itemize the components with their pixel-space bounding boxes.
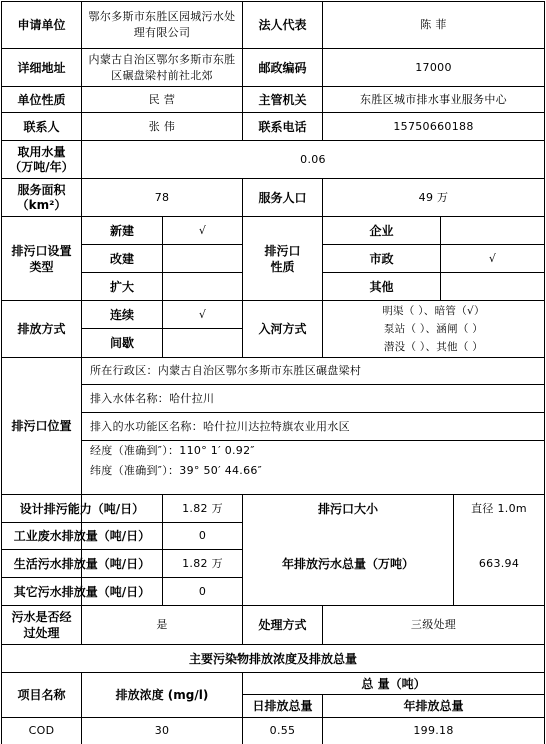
treatment-method-label: 处理方式 [258, 618, 307, 632]
outlet-nature-label [243, 217, 322, 300]
river-entry-label: 入河方式 [258, 322, 307, 336]
annual-total-label: 年排放污水总量（万吨） [281, 557, 414, 571]
industrial-volume-label: 工业废水排放量（吨/日） [13, 529, 151, 543]
municipal-label: 市政 [369, 251, 394, 266]
treatment-method-value: 三级处理 [410, 618, 457, 631]
authority-label: 主管机关 [258, 92, 307, 107]
service-area-label [2, 179, 81, 216]
address-label: 详细地址 [17, 60, 66, 75]
function-zone-name: 排入的水功能区名称：哈什拉川达拉特旗农业用水区 [90, 419, 350, 433]
outlet-nature-label-line2: 性质 [270, 259, 295, 274]
service-area-label-line1: 服务面积 [17, 182, 66, 197]
river-entry-options [323, 301, 544, 357]
legal-rep-label: 法人代表 [258, 18, 307, 32]
pollutant-name: COD [28, 724, 55, 737]
pollutant-annual-total: 199.18 [413, 724, 454, 737]
applicant-label: 申请单位 [17, 18, 66, 32]
design-capacity-value: 1.82 万 [182, 501, 223, 515]
contact-value: 张 伟 [148, 119, 176, 133]
water-intake-value: 0.06 [300, 152, 326, 166]
item-name-header: 项目名称 [17, 688, 66, 702]
postcode-label: 邮政编码 [258, 60, 307, 75]
service-area-label-line2: （km²） [16, 197, 67, 212]
municipal-check: √ [488, 251, 497, 265]
rebuild-label: 改建 [109, 251, 134, 266]
new-build-check: √ [198, 223, 207, 237]
river-entry-option-3: 潜没（ ）、其他（ ） [383, 341, 484, 353]
admin-region: 所在行政区：内蒙古自治区鄂尔多斯市东胜区碾盘梁村 [90, 364, 362, 377]
service-area-value: 78 [154, 190, 170, 204]
longitude: 经度（准确到″）：110° 1′ 0.92″ [90, 444, 255, 457]
unit-nature-value: 民 营 [148, 92, 176, 106]
other-nature-label: 其他 [369, 279, 394, 294]
other-volume-label: 其它污水排放量（吨/日） [13, 584, 151, 599]
river-entry-option-1: 明渠（ ）、暗管（√） [382, 305, 485, 317]
postcode-value: 17000 [415, 60, 452, 74]
domestic-volume-value: 1.82 万 [182, 556, 223, 570]
water-intake-label [2, 141, 81, 178]
outlet-type-label-line2: 类型 [29, 259, 54, 274]
outlet-location-label: 排污口位置 [11, 419, 72, 433]
domestic-volume-label: 生活污水排放量（吨/日） [13, 556, 151, 571]
continuous-check: √ [198, 307, 207, 321]
pollutants-title: 主要污染物排放浓度及排放总量 [188, 651, 357, 666]
design-capacity-label: 设计排污能力（吨/日） [19, 501, 145, 516]
legal-rep-value: 陈 菲 [420, 18, 447, 31]
river-entry-option-2: 泵站（ ）、涵闸（ ） [383, 323, 484, 335]
outlet-type-label [2, 217, 81, 300]
enterprise-label: 企业 [369, 223, 394, 238]
outlet-type-label-line1: 排污口设置 [11, 243, 72, 258]
outlet-nature-label-line1: 排污口 [264, 243, 301, 258]
address-value: 内蒙古自治区鄂尔多斯市东胜区碾盘梁村前社北郊 [88, 52, 236, 82]
industrial-volume-value: 0 [198, 529, 207, 542]
population-value: 49 万 [418, 190, 449, 204]
pollutant-daily-total: 0.55 [269, 724, 296, 737]
coordinates [82, 441, 544, 494]
expand-label: 扩大 [109, 279, 134, 294]
total-header: 总 量（吨） [361, 676, 426, 691]
water-intake-label-line2: （万吨/年） [9, 159, 74, 174]
new-build-label: 新建 [109, 223, 134, 238]
treated-value: 是 [156, 618, 168, 631]
phone-label: 联系电话 [258, 119, 307, 134]
continuous-label: 连续 [109, 307, 134, 322]
annual-total-header: 年排放总量 [403, 699, 464, 713]
outlet-size-label: 排污口大小 [317, 501, 378, 516]
discharge-mode-label: 排放方式 [17, 322, 66, 336]
unit-nature-label: 单位性质 [17, 92, 66, 107]
intermittent-label: 间歇 [109, 336, 134, 350]
latitude: 纬度（准确到″）：39° 50′ 44.66″ [90, 464, 263, 477]
treated-label [2, 606, 81, 644]
treated-label-line1: 污水是否经 [11, 610, 72, 624]
pollutant-concentration: 30 [154, 724, 170, 737]
water-intake-label-line1: 取用水量 [17, 144, 66, 159]
annual-total-value: 663.94 [478, 557, 520, 570]
treated-label-line2: 过处理 [23, 626, 60, 640]
other-volume-value: 0 [198, 584, 207, 598]
population-label: 服务人口 [258, 190, 307, 205]
outlet-size-value: 直径 1.0m [471, 501, 527, 515]
concentration-header: 排放浓度 (mg/l) [115, 688, 209, 702]
phone-value: 15750660188 [393, 119, 474, 133]
applicant-value: 鄂尔多斯市东胜区园城污水处理有限公司 [88, 10, 236, 39]
daily-total-header: 日排放总量 [252, 699, 313, 713]
contact-label: 联系人 [23, 119, 60, 134]
water-body-name: 排入水体名称：哈什拉川 [90, 391, 215, 405]
authority-value: 东胜区城市排水事业服务中心 [360, 92, 507, 106]
